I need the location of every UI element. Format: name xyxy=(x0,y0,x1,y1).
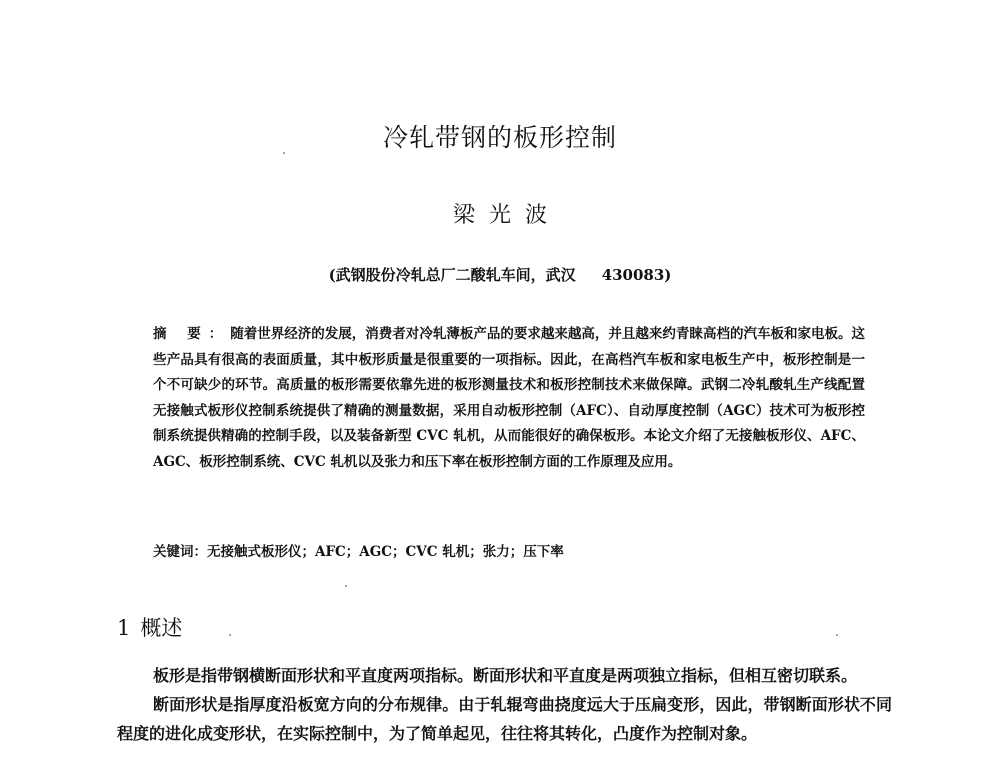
author-name: 梁光波 xyxy=(452,203,561,228)
abstract xyxy=(153,322,865,475)
keywords-label: 关键词： xyxy=(153,544,207,560)
scan-speck xyxy=(836,634,838,636)
section-heading xyxy=(117,612,182,642)
author-affiliation xyxy=(0,264,1000,285)
section-body xyxy=(117,661,892,748)
scan-speck xyxy=(345,585,347,587)
section-number: 1 xyxy=(117,616,131,640)
affiliation-org: (武钢股份冷轧总厂二酸轧车间，武汉 xyxy=(328,266,576,284)
affiliation-postcode: 430083) xyxy=(601,266,672,284)
paper-title: 冷轧带钢的板形控制 xyxy=(382,123,617,152)
scan-speck xyxy=(229,634,231,636)
keywords-text: 无接触式板形仪；AFC；AGC；CVC 轧机；张力；压下率 xyxy=(207,544,564,560)
keywords xyxy=(153,540,564,565)
abstract-text: 随着世界经济的发展，消费者对冷轧薄板产品的要求越来越高，并且越来约青睐高档的汽车板和家电板。这些产品具有很高的表面质量，其中板形质量是很重要的一项指标。因此，在高档汽车板和家电板生产中，板形控制是一个不可缺少的环节。高质量的板形需要依靠先进的板形测量技术和板形控制技术来做保障。武钢二冷轧酸轧生产线配置无接触式板形仪控制系统提供了精确的测量数据，采用自动板形控制（AFC）、自动厚度控制（AGC）技术可为板形控制系统提供精确的控制手段，以及装备新型 CVC 轧机，从而能很好的确保板形。本论文介绍了无接触板形仪、AFC、AGC、板形控制系统、CVC 轧机以及张力和压下率在板形控制方面的工作原理及应用。 xyxy=(153,326,866,470)
body-paragraph: 断面形状是指厚度沿板宽方向的分布规律。由于轧辊弯曲挠度远大于压扁变形，因此，带钢断面形状不同程度的进化成变形状，在实际控制中，为了简单起见，往往将其转化，凸度作为控制对象。 xyxy=(117,695,892,743)
scan-speck xyxy=(283,152,285,154)
abstract-label: 摘 要： xyxy=(153,326,231,342)
section-title: 概述 xyxy=(140,616,183,640)
body-paragraph: 板形是指带钢横断面形状和平直度两项指标。断面形状和平直度是两项独立指标，但相互密切联系。 xyxy=(153,666,858,685)
